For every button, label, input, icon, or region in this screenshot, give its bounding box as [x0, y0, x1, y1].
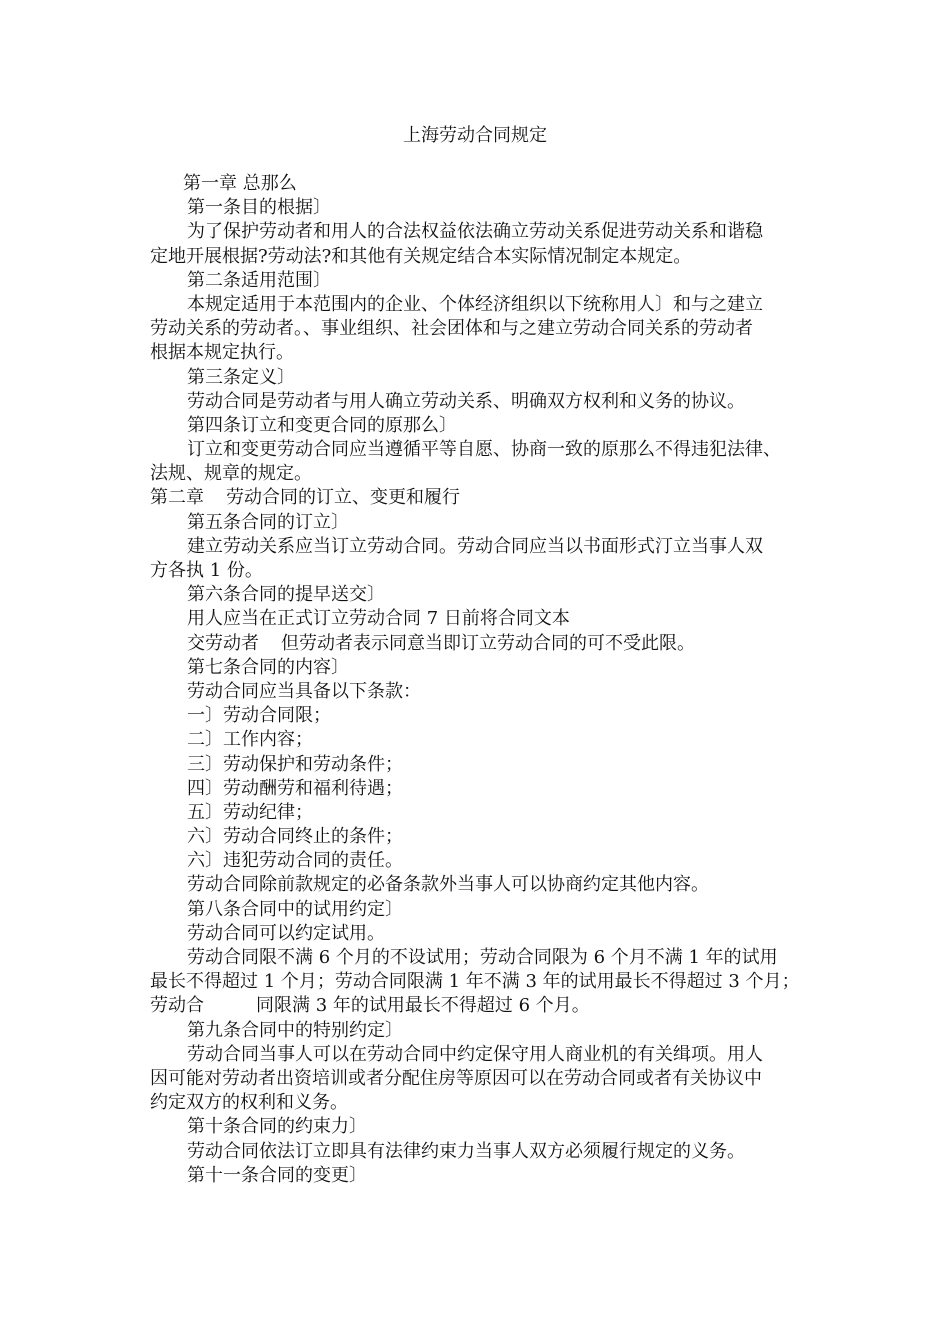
- list-item: 二〕工作内容；: [187, 729, 313, 751]
- chapter-number: 第二章: [150, 487, 204, 509]
- paragraph-line: 为了保护劳动者和用人的合法权益依法确立劳动关系促进劳动关系和谐稳: [187, 221, 763, 243]
- paragraph-line: 最长不得超过 1 个月；劳动合同限满 1 年不满 3 年的试用最长不得超过 3 个月；: [150, 971, 800, 993]
- article-heading: 第九条合同中的特别约定〕: [187, 1019, 403, 1041]
- paragraph-line: 劳动关系的劳动者。、事业组织、社会团体和与之建立劳动合同关系的劳动者: [150, 318, 753, 340]
- article-heading: 第十条合同的约束力〕: [187, 1116, 367, 1138]
- paragraph-line: 因可能对劳动者出资培训或者分配住房等原因可以在劳动合同或者有关协议中: [150, 1067, 762, 1089]
- paragraph-line: 劳动合同当事人可以在劳动合同中约定保守用人商业机的有关缉项。用人: [187, 1043, 763, 1065]
- list-item: 四〕劳动酬劳和福利待遇；: [187, 777, 403, 799]
- paragraph-line: 劳动合同应当具备以下条款：: [187, 680, 421, 702]
- text-fragment: 同限满 3 年的试用最长不得超过 6 个月。: [256, 995, 590, 1017]
- paragraph-line: 劳动合同除前款规定的必备条款外当事人可以协商约定其他内容。: [187, 874, 709, 896]
- article-heading: 第七条合同的内容〕: [187, 656, 349, 678]
- paragraph-line: 根据本规定执行。: [150, 342, 294, 364]
- paragraph-line: 劳动合同依法订立即具有法律约束力当事人双方必须履行规定的义务。: [187, 1140, 745, 1162]
- paragraph-line: 约定双方的权利和义务。: [150, 1092, 348, 1114]
- paragraph-line: 劳动合同是劳动者与用人确立劳动关系、明确双方权利和义务的协议。: [187, 390, 745, 412]
- paragraph-line: [150, 994, 812, 1018]
- chapter-title: 劳动合同的订立、变更和履行: [226, 487, 460, 509]
- text-fragment: 但劳动者表示同意当即订立劳动合同的可不受此限。: [281, 632, 695, 654]
- paragraph-line: 本规定适用于本范围内的企业、个体经济组织以下统称用人〕和与之建立: [187, 293, 763, 315]
- paragraph-line: 法规、规章的规定。: [150, 463, 312, 485]
- text-fragment: 交劳动者: [187, 632, 259, 654]
- paragraph-line: 方各执 1 份。: [150, 560, 263, 581]
- paragraph-line: 劳动合同可以约定试用。: [187, 922, 385, 944]
- article-heading: 第四条订立和变更合同的原那么〕: [187, 414, 457, 436]
- document-body: [150, 172, 812, 1188]
- list-item: 三〕劳动保护和劳动条件；: [187, 753, 403, 775]
- article-heading: 第十一条合同的变更〕: [187, 1164, 367, 1186]
- chapter-heading: 第一章 总那么: [183, 173, 297, 194]
- list-item: 五〕劳动纪律；: [187, 801, 313, 823]
- article-heading: 第三条定义〕: [187, 366, 295, 388]
- article-heading: 第五条合同的订立〕: [187, 511, 349, 533]
- paragraph-line: 定地开展根据?劳动法?和其他有关规定结合本实际情况制定本规定。: [150, 245, 692, 267]
- text-fragment: 劳动合: [150, 995, 204, 1017]
- list-item: 六〕违犯劳动合同的责任。: [187, 850, 403, 872]
- article-heading: 第六条合同的提早送交〕: [187, 584, 385, 606]
- paragraph-line: 用人应当在正式订立劳动合同 7 日前将合同文本: [187, 608, 570, 630]
- list-item: 六〕劳动合同终止的条件；: [187, 826, 403, 848]
- article-heading: 第二条适用范围〕: [187, 269, 331, 291]
- paragraph-line: [150, 632, 812, 656]
- document-title: 上海劳动合同规定: [403, 125, 547, 146]
- article-heading: 第一条目的根据〕: [187, 197, 331, 219]
- paragraph-line: 订立和变更劳动合同应当遵循平等自愿、协商一致的原那么不得违犯法律、: [187, 439, 781, 461]
- chapter-heading: [150, 486, 812, 510]
- article-heading: 第八条合同中的试用约定〕: [187, 898, 403, 920]
- paragraph-line: 建立劳动关系应当订立劳动合同。劳动合同应当以书面形式汀立当事人双: [187, 535, 763, 557]
- list-item: 一〕劳动合同限；: [187, 705, 331, 727]
- paragraph-line: 劳动合同限不满 6 个月的不设试用；劳动合同限为 6 个月不满 1 年的试用: [187, 947, 778, 968]
